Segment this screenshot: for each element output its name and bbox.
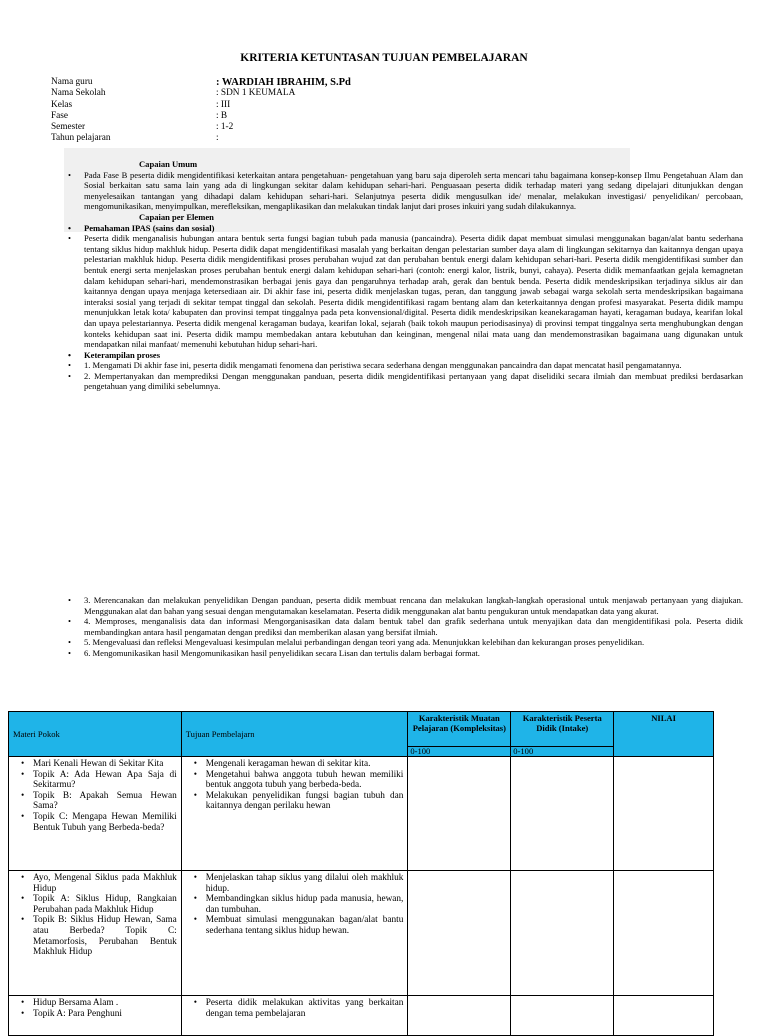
pemahaman-text: • Peserta didik menganalisis hubungan antara bentuk serta fungsi bagian tubuh pada manusia (pancaindra). Peserta didik dapat membuat simulasi menggunakan bagan/alat bantu sederhana tentang siklus hidup makhluk hidup. Peserta didik dapat mengidentifikasi masalah yang berkaitan dengan pelestarian sumber daya alam di lingkungan sekitarnya dan kaitannya dengan upaya pelestarian makhluk hidup. Peserta didik mengidentifikasi proses perubahan wujud zat dan perubahan bentuk energi dalam kehidupan sehari-hari. Peserta didik mengidentifikasi sumber dan bentuk energi serta menjelaskan proses perubahan bentuk energi dalam kehidupan sehari-hari (contoh: energi kalor, listrik, bunyi, cahaya). Peserta didik memanfaatkan gejala kemagnetan dalam kehidupan sehari-hari, mendemonstrasikan berbagai jenis gaya dan pengaruhnya terhadap arah, gerak dan bentuk benda. Peserta didik mendeskripsikan terjadinya siklus air dan kaitannya dengan upaya menjaga ketersediaan air. Di akhir fase ini, peserta didik menjelaskan tugas, peran, dan tanggung jawab sebagai warga sekolah serta mendeskripsikan bagaimana interaksi sosial yang terjadi di sekitar tempat tinggal dan sekolah. Peserta didik mengidentifikasi ragam bentang alam dan keterkaitannya dengan profesi masyarakat. Peserta didik mampu menunjukkan letak kota/ kabupaten dan provinsi tempat tinggalnya pada peta konvensional/digital. Peserta didik mendeskripsikan keanekaragaman hayati, keragaman budaya, kearifan lokal dan upaya pelestariannya. Peserta didik mengenal keragaman budaya, kearifan lokal, sejarah (baik tokoh maupun periodisasinya) di provinsi tempat tinggalnya serta menghubungkan dengan konteks kehidupan saat ini. Peserta didik mampu membedakan antara kebutuhan dan keinginan, mengenal nilai mata uang dan mendemonstrasikan bagaimana uang digunakan untuk mendapatkan nilai manfaat/ memenuhi kebutuhan hidup sehari-hari. [68,233,743,350]
table-row [9,757,714,871]
intake-cell[interactable] [511,871,614,996]
tujuan-cell [181,871,408,996]
info-row-kelas [51,100,351,111]
keterampilan-item: • 2. Mempertanyakan dan memprediksi Dengan menggunakan panduan, peserta didik mengidentifikasi pertanyaan yang dapat diselidiki secara ilmiah dan membuat prediksi berdasarkan pengetahuan yang dimiliki sebelumnya. [68,371,743,392]
info-row-nama-guru [51,77,351,88]
keterampilan-item: • 6. Mengomunikasikan hasil Mengomunikasikan hasil penyelidikan secara Lisan dan tertulis dalam berbagai format. [68,648,743,659]
keterampilan-item: • 5. Mengevaluasi dan refleksi Mengevaluasi kesimpulan melalui perbandingan dengan teori yang ada. Menunjukkan kelebihan dan kekurangan proses penyelidikan. [68,637,743,648]
list-item: • Topik C: Mengapa Hewan Memiliki Bentuk Tubuh yang Berbeda-beda? [13,812,177,833]
nilai-cell[interactable] [614,871,714,996]
info-label: Semester [51,122,86,133]
info-label: Nama Sekolah [51,88,106,99]
list-item: • Menjelaskan tahap siklus yang dilalui oleh makhluk hidup. [186,873,404,894]
info-value: : SDN 1 KEUMALA [216,88,296,99]
keterampilan-item: • 3. Merencanakan dan melakukan penyelidikan Dengan panduan, peserta didik membuat rencana dan melakukan langkah-langkah operasional untuk menjawab pertanyaan yang diajukan. Menggunakan alat dan bahan yang sesuai dengan mengutamakan keselamatan. Peserta didik menggunakan alat bantu pengukuran untuk mendapatkan data yang akurat. [68,595,743,616]
header-text: Materi Pokok [13,729,60,739]
intake-cell[interactable] [511,757,614,871]
list-item: • Mengetahui bahwa anggota tubuh hewan memiliki bentuk anggota tubuh yang berbeda-beda. [186,770,404,791]
list-item: • Topik A: Ada Hewan Apa Saja di Sekitarmu? [13,770,177,791]
list-item: • Membuat simulasi menggunakan bagan/alat bantu sederhana tentang siklus hidup hewan. [186,915,404,936]
list-item: • Topik A: Para Penghuni [13,1009,177,1020]
info-row-tahun-pelajaran [51,133,351,144]
kompleksitas-cell[interactable] [408,996,511,1036]
tujuan-cell [181,996,408,1036]
info-value: : 1-2 [216,122,234,133]
teacher-info [51,77,351,145]
list-item: • Membandingkan siklus hidup pada manusia, hewan, dan tumbuhan. [186,894,404,915]
materi-cell [9,996,182,1036]
info-value: : B [216,110,228,121]
table-row [9,996,714,1036]
header-nilai [614,712,714,757]
list-item: • Melakukan penyelidikan fungsi bagian tubuh dan kaitannya dengan perilaku hewan [186,791,404,812]
kktp-table [8,711,714,1036]
info-label: Tahun pelajaran [51,133,111,144]
header-tujuan [181,712,408,757]
keterampilan-item: • 4. Memproses, menganalisis data dan informasi Mengorganisasikan data dalam bentuk tabel dan grafik sederhana untuk menyajikan data dan mengidentifikasi pola. Peserta didik membandingkan antara hasil pengamatan dengan prediksi dan memberikan alasan yang bersifat ilmiah. [68,616,743,637]
info-row-nama-sekolah [51,88,351,99]
info-label: Fase [51,110,69,121]
kompleksitas-cell[interactable] [408,871,511,996]
range-kompleksitas: 0-100 [408,747,511,757]
range-intake: 0-100 [511,747,614,757]
keterampilan-heading: • Keterampilan proses [68,350,743,361]
header-intake [511,712,614,747]
keterampilan-item: • 1. Mengamati Di akhir fase ini, peserta didik mengamati fenomena dan peristiwa secara sederhana dengan menggunakan pancaindra dan dapat mencatat hasil pengamatannya. [68,360,743,371]
materi-cell [9,757,182,871]
capaian-umum-heading: Capaian Umum [139,159,198,169]
tujuan-cell [181,757,408,871]
info-label: Nama guru [51,77,93,87]
header-text: Karakteristik Peserta Didik (Intake) [522,713,602,733]
table-row [9,871,714,996]
capaian-elemen-heading: Capaian per Elemen [139,211,214,222]
info-value: : WARDIAH IBRAHIM, S.Pd [216,77,351,88]
header-kompleksitas [408,712,511,747]
nilai-cell[interactable] [614,757,714,871]
header-text: Tujuan Pembelajarn [185,729,255,739]
list-item: • Peserta didik melakukan aktivitas yang berkaitan dengan tema pembelajaran [186,998,404,1019]
pemahaman-heading: • Pemahaman IPAS (sains dan sosial) [68,223,743,234]
info-row-semester [51,122,351,133]
table-header-row [9,712,714,747]
keterampilan-continued [68,595,743,659]
list-item: • Mengenali keragaman hewan di sekitar kita. [186,759,404,770]
capaian-section [68,159,743,392]
document-title: KRITERIA KETUNTASAN TUJUAN PEMBELAJARAN [240,52,528,64]
intake-cell[interactable] [511,996,614,1036]
header-text: Karakteristik Muatan Pelajaran (Kompleksitas) [412,713,506,733]
nilai-cell[interactable] [614,996,714,1036]
kompleksitas-cell[interactable] [408,757,511,871]
list-item: • Topik B: Apakah Semua Hewan Sama? [13,791,177,812]
list-item: • Ayo, Mengenal Siklus pada Makhluk Hidup [13,873,177,894]
list-item: • Topik B: Siklus Hidup Hewan, Sama atau Berbeda? Topik C: Metamorfosis, Perubahan Bentuk Makhluk Hidup [13,915,177,957]
list-item: • Mari Kenali Hewan di Sekitar Kita [13,759,177,770]
info-label: Kelas [51,99,73,110]
header-text: NILAI [651,713,676,723]
materi-cell [9,871,182,996]
list-item: • Topik A: Siklus Hidup, Rangkaian Perubahan pada Makhluk Hidup [13,894,177,915]
list-item: • Hidup Bersama Alam . [13,998,177,1009]
info-row-fase [51,111,351,122]
capaian-umum-text: • Pada Fase B peserta didik mengidentifikasi keterkaitan antara pengetahuan- pengetahuan yang baru saja diperoleh serta mencari tahu bagaimana konsep-konsep Ilmu Pengetahuan Alam dan Sosial berkaitan satu sama lain yang ada di lingkungan sekitar dalam kehidupan sehari-hari. Penguasaan peserta didik terhadap materi yang sedang dipelajari ditunjukkan dengan menyelesaikan tantangan yang dihadapi dalam kehidupan sehari-hari. Selanjutnya peserta didik mengusulkan ide/ menalar, melakukan investigasi/ penyelidikan/ percobaan, mengomunikasikan, menyimpulkan, merefleksikan, mengaplikasikan dan melakukan tindak lanjut dari proses inkuiri yang sudah dilakukannya. [68,170,743,212]
header-materi-pokok [9,712,182,757]
info-value: : III [216,99,231,110]
info-value: : [216,133,219,144]
